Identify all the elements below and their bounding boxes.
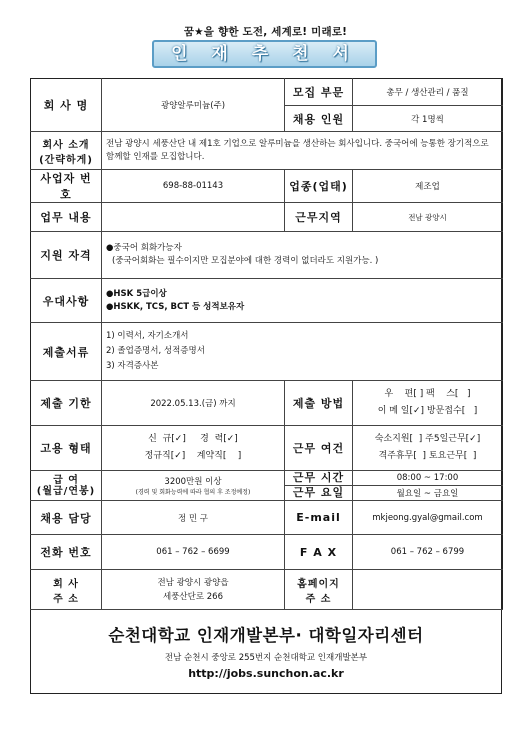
- hire-count-value: 각 1명씩: [353, 106, 503, 132]
- phone-label: 전화 번호: [31, 535, 102, 570]
- homepage-value: [353, 570, 503, 610]
- industry-label: 업종(업태): [285, 170, 353, 203]
- recruiter-name: 정 민 구: [102, 501, 285, 535]
- submit-method-options: [353, 381, 503, 426]
- industry-value: 제조업: [353, 170, 503, 203]
- row-preference: [31, 279, 503, 323]
- salary-value: 3200만원 이상: [164, 477, 222, 487]
- salary-value-cell: [102, 471, 285, 501]
- row-employment: [31, 426, 503, 471]
- work-content-label: 업무 내용: [31, 203, 102, 232]
- email-label: E-mail: [285, 501, 353, 535]
- recruiter-label: 채용 담당: [31, 501, 102, 535]
- salary-label-sub: (월급/연봉): [36, 485, 96, 497]
- homepage-label-line-2: 주 소: [305, 593, 332, 605]
- fax-label: F A X: [285, 535, 353, 570]
- work-location-label: 근무지역: [285, 203, 353, 232]
- documents-line-2: 2) 졸업증명서, 성적증명서: [106, 346, 205, 356]
- preference-text: [102, 279, 503, 323]
- qualification-label: 지원 자격: [31, 232, 102, 279]
- recruit-dept-label: 모집 부문: [285, 79, 353, 106]
- work-days-value: 월요일 ~ 금요일: [353, 486, 503, 501]
- documents-line-1: 1) 이력서, 자기소개서: [106, 331, 189, 341]
- row-work: [31, 203, 503, 232]
- qualification-line-1: ●중국어 회화가능자: [106, 243, 182, 253]
- qualification-text: [102, 232, 503, 279]
- homepage-label-line-1: 홈페이지: [297, 578, 340, 590]
- bizno-label: 사업자 번호: [31, 170, 102, 203]
- row-contact: [31, 501, 503, 535]
- company-name-label: 회 사 명: [31, 79, 102, 132]
- fax-value: 061 – 762 – 6799: [353, 535, 503, 570]
- address-line-1: 전남 광양시 광양읍: [157, 577, 229, 588]
- footer-address: 전남 순천시 중앙로 255번지 순천대학교 인재개발본부: [164, 653, 368, 663]
- deadline-label: 제출 기한: [31, 381, 102, 426]
- row-documents: [31, 323, 503, 381]
- preference-line-2: ●HSKK, TCS, BCT 등 성적보유자: [106, 301, 245, 312]
- company-intro-label: [31, 132, 102, 170]
- company-intro-label-main: 회사 소개: [42, 139, 90, 151]
- document-title: 인 재 추 천 서: [152, 40, 377, 68]
- documents-text: [102, 323, 503, 381]
- row-qualification: [31, 232, 503, 279]
- footer-url[interactable]: http://jobs.sunchon.ac.kr: [188, 667, 344, 680]
- work-hours-value: 08:00 ~ 17:00: [353, 471, 503, 486]
- deadline-value: 2022.05.13.(금) 까지: [102, 381, 285, 426]
- footer-title: 순천대학교 인재개발본부· 대학일자리센터: [108, 626, 424, 645]
- employment-type-line-1: 신 규[✓] 경 력[✓]: [148, 434, 238, 444]
- row-company: [31, 79, 503, 106]
- employment-type-options: [102, 426, 285, 471]
- bizno-value: 698-88-01143: [102, 170, 285, 203]
- submit-method-line-1: 우 편[ ] 팩 스[ ]: [384, 389, 471, 399]
- row-phone: [31, 535, 503, 570]
- work-conditions-line-2: 격주휴무[ ] 토요근무[ ]: [378, 451, 477, 461]
- work-hours-label: 근무 시간: [285, 471, 353, 486]
- work-conditions-options: [353, 426, 503, 471]
- work-location-value: 전남 광양시: [353, 203, 503, 232]
- phone-value: 061 – 762 – 6699: [102, 535, 285, 570]
- preference-label: 우대사항: [31, 279, 102, 323]
- documents-line-3: 3) 자격증사본: [106, 361, 159, 371]
- homepage-label: [285, 570, 353, 610]
- address-value: [102, 570, 285, 610]
- salary-note: (경력 및 회화능력에 따라 협의 후 조정예정): [135, 489, 251, 496]
- footer: [30, 622, 502, 680]
- row-salary: [31, 471, 503, 486]
- company-intro-text: 전남 광양시 세풍산단 내 제1호 기업으로 알루미늄을 생산하는 회사입니다. 중국어에 능통한 장기적으로 함께할 인재를 모집합니다.: [102, 132, 503, 170]
- row-intro: [31, 132, 503, 170]
- work-conditions-label: 근무 여건: [285, 426, 353, 471]
- documents-label: 제출서류: [31, 323, 102, 381]
- employment-type-label: 고용 형태: [31, 426, 102, 471]
- company-name-value: 광양알루미늄(주): [102, 79, 285, 132]
- email-value: mkjeong.gyal@gmail.com: [353, 501, 503, 535]
- qualification-line-2: (중국어회화는 필수이지만 모집분야에 대한 경력이 없더라도 지원가능. ): [112, 256, 379, 266]
- address-line-2: 세풍산단로 266: [163, 591, 223, 602]
- salary-label: [31, 471, 102, 501]
- hire-count-label: 채용 인원: [285, 106, 353, 132]
- row-deadline: [31, 381, 503, 426]
- work-days-label: 근무 요일: [285, 486, 353, 501]
- employment-type-line-2: 정규직[✓] 계약직[ ]: [144, 451, 242, 461]
- preference-line-1: ●HSK 5급이상: [106, 288, 167, 299]
- salary-label-main: 급 여: [53, 474, 79, 486]
- slogan: 꿈★을 향한 도전, 세계로! 미래로!: [183, 26, 348, 38]
- submit-method-label: 제출 방법: [285, 381, 353, 426]
- recommendation-form: [30, 78, 503, 610]
- company-intro-label-sub: (간략하게): [39, 154, 93, 166]
- address-label: [31, 570, 102, 610]
- recruit-dept-value: 총무 / 생산관리 / 품질: [353, 79, 503, 106]
- row-bizno: [31, 170, 503, 203]
- work-content-value: [102, 203, 285, 232]
- work-conditions-line-1: 숙소지원[ ] 주5일근무[✓]: [374, 434, 481, 444]
- submit-method-line-2: 이 메 일[✓] 방문접수[ ]: [377, 406, 478, 416]
- address-label-line-1: 회 사: [53, 578, 79, 590]
- row-address: [31, 570, 503, 610]
- address-label-line-2: 주 소: [53, 593, 79, 605]
